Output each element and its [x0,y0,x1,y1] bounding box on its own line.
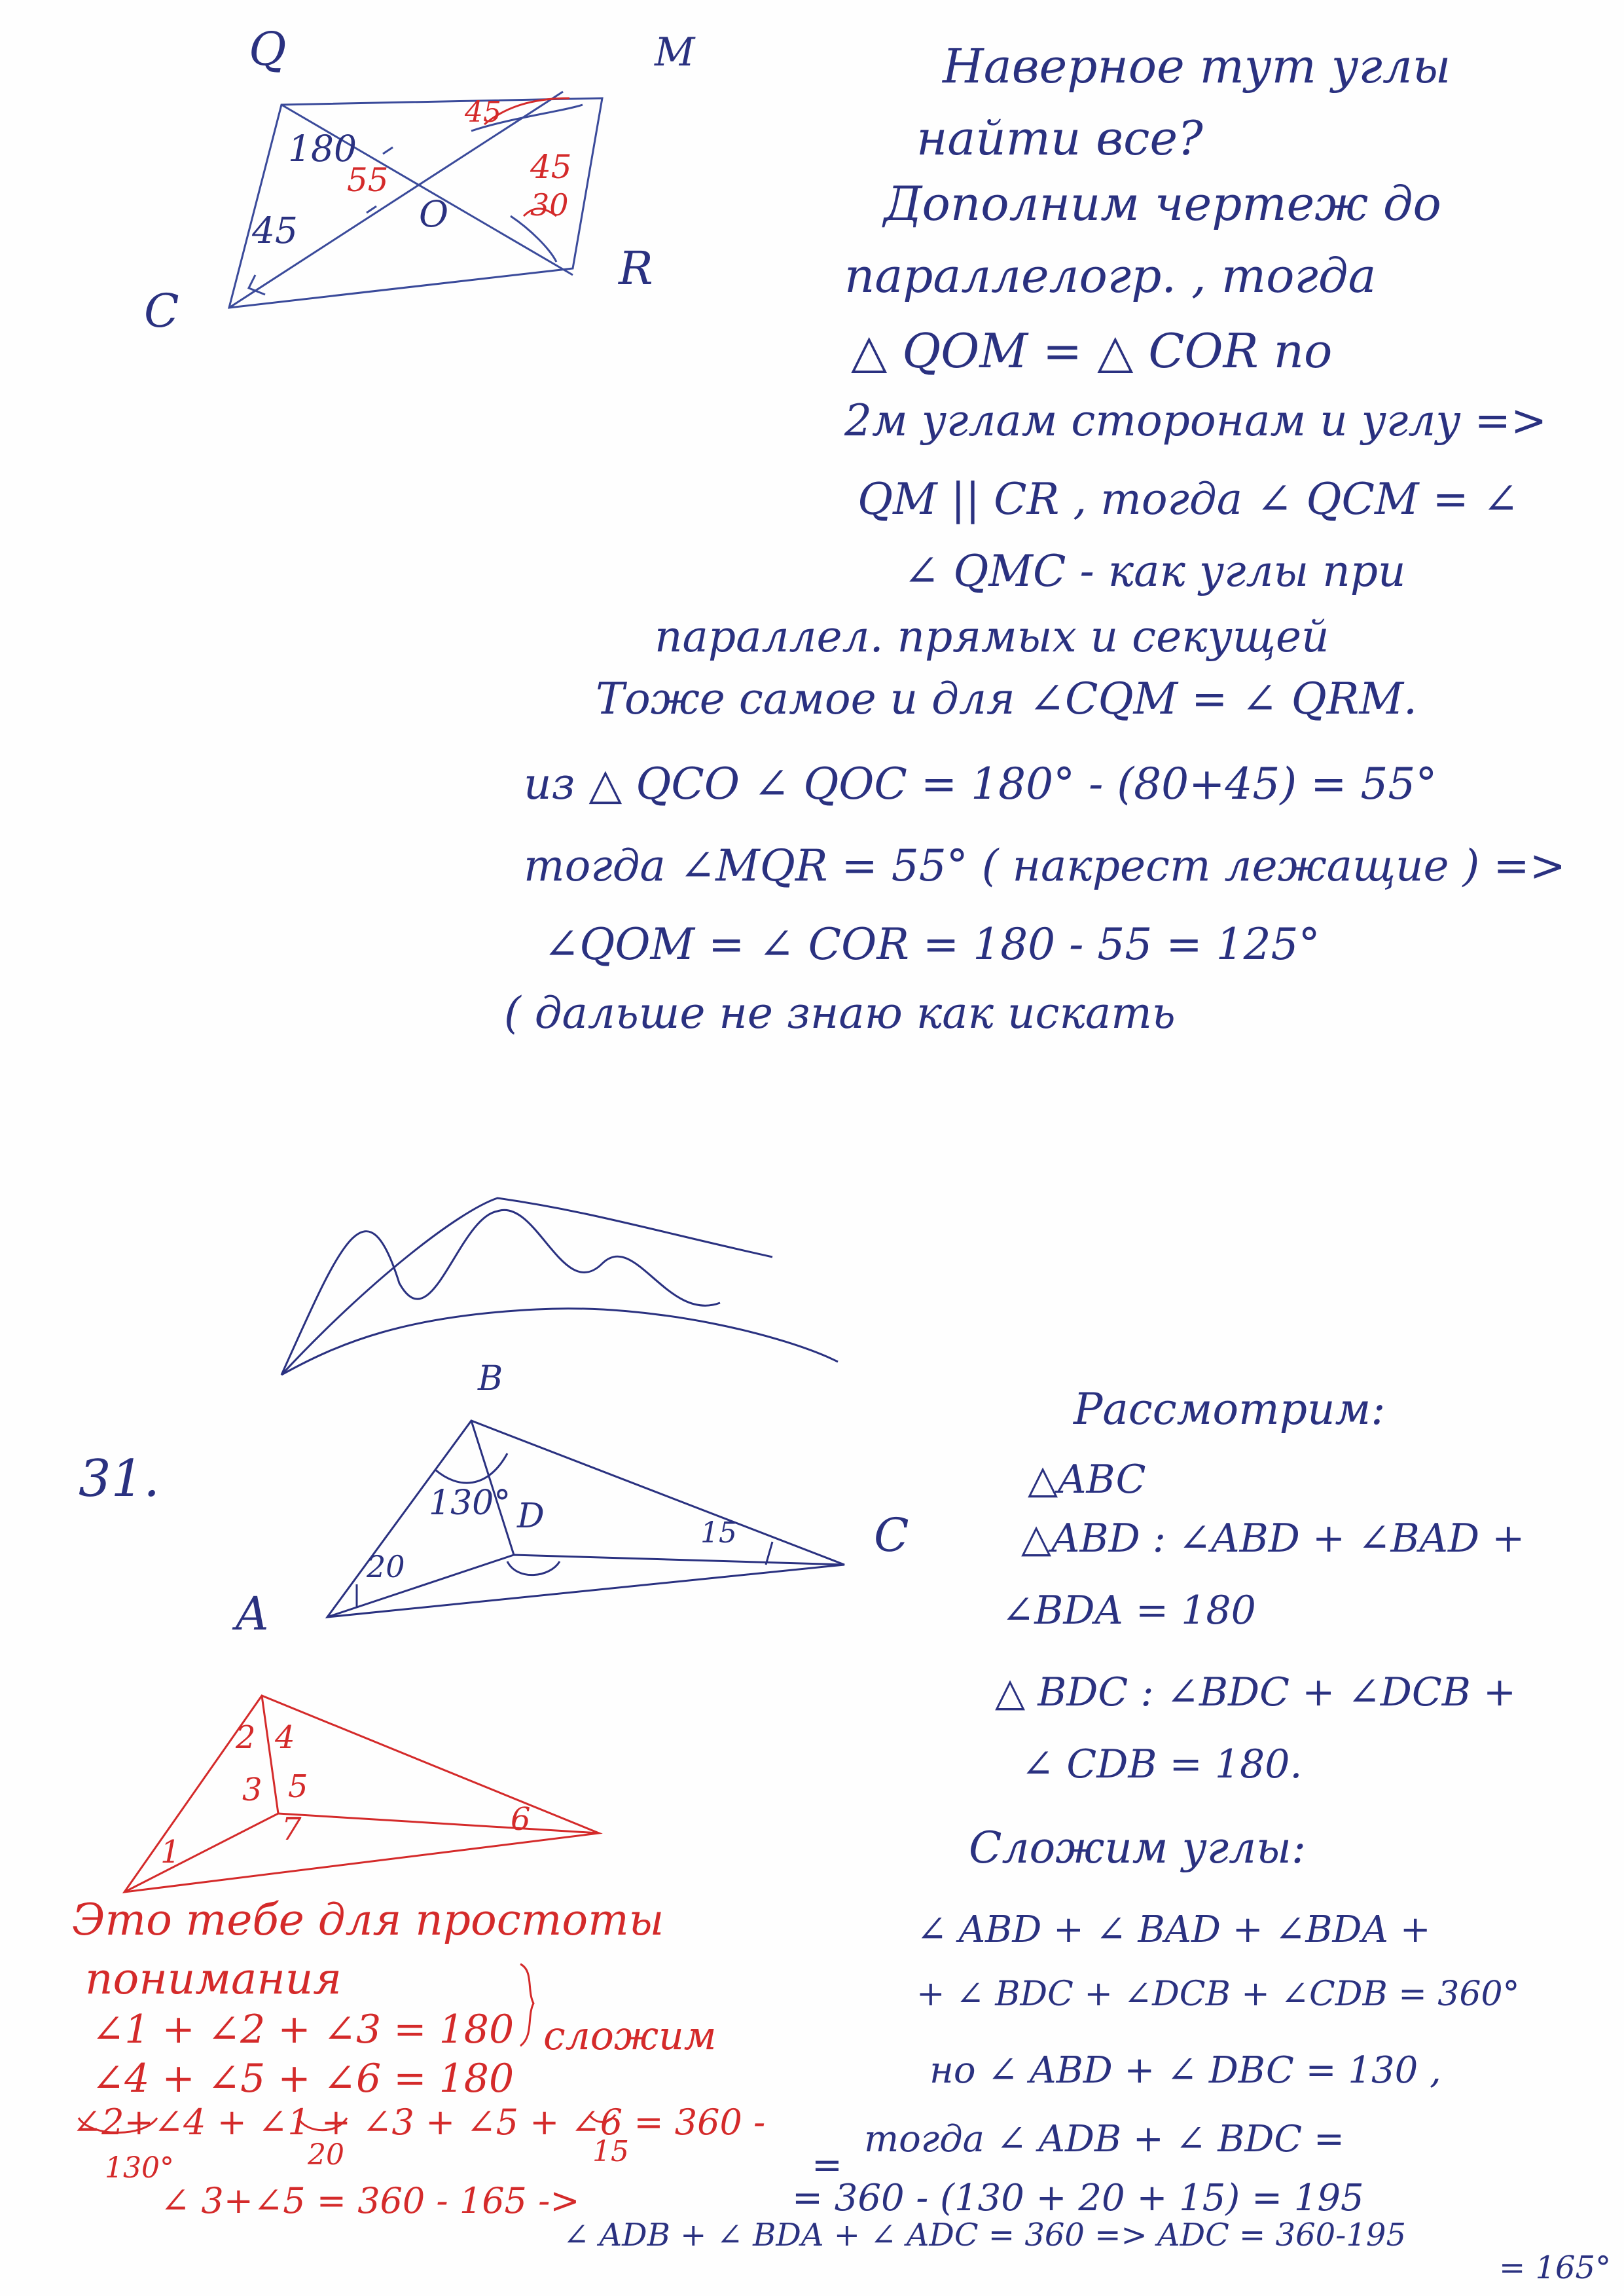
vertex-label-c-mid: C [874,1508,909,1562]
red-line-6: ∠ 3+∠5 = 360 - 165 -> [160,2180,580,2221]
vertex-label-m: M [655,29,695,75]
bottom-result: = 165° [1499,2250,1612,2286]
red-angle-7: 7 [281,1811,302,1848]
top-line-11: из △ QCO ∠ QOC = 180° - (80+45) = 55° [524,759,1437,809]
bottom-line-4: ∠BDA = 180 [1001,1588,1256,1633]
bottom-line-1: Рассмотрим: [1074,1384,1386,1434]
top-line-8: ∠ QMC - как углы при [903,546,1406,596]
red-angle-5: 5 [288,1768,308,1805]
angle-arc-d [507,1561,560,1575]
vertex-label-b: B [478,1359,503,1398]
angle-arc-r [511,216,556,262]
angle-label-130: 130° [429,1484,511,1523]
top-line-13: ∠QOM = ∠ COR = 180 - 55 = 125° [543,919,1320,970]
bottom-line-10: но ∠ ABD + ∠ DBC = 130 , [929,2049,1441,2092]
red-brace-note: сложим [543,2013,717,2059]
top-line-6: 2м углам сторонам и углу => [844,395,1547,446]
red-angle-6: 6 [511,1801,531,1838]
red-under-130: 130° [105,2151,174,2185]
bottom-final-line: ∠ ADB + ∠ BDA + ∠ ADC = 360 => ADC = 360-195 [563,2217,1406,2253]
bottom-line-2: △ABC [1028,1457,1146,1503]
triangle-abc-figure [327,1421,844,1617]
vertex-label-d: D [517,1497,545,1536]
red-triangle-outline [124,1696,599,1892]
bottom-line-6: ∠ CDB = 180. [1021,1741,1303,1787]
angle-label-30: 30 [530,187,569,223]
red-triangle-figure [124,1696,599,1892]
top-line-12: тогда ∠MQR = 55° ( накрест лежащие ) => [524,841,1566,891]
top-line-2: найти все? [916,111,1203,166]
vertex-label-o: O [419,193,449,235]
red-angle-4: 4 [275,1719,295,1756]
angle-label-45-left: 45 [252,210,298,251]
top-line-14: ( дальше не знаю как искать [504,988,1176,1038]
final-equals: = [812,2144,842,2187]
top-line-9: параллел. прямых и секущей [655,611,1329,662]
angle-arc-b [435,1453,507,1483]
top-line-7: QM || CR , тогда ∠ QCM = ∠ [857,474,1519,524]
bottom-line-8: ∠ ABD + ∠ BAD + ∠BDA + [916,1908,1431,1951]
bottom-line-3: △ABD : ∠ABD + ∠BAD + [1021,1516,1525,1561]
angle-label-180: 180 [288,128,357,170]
red-line-1: Это тебе для простоты [72,1895,664,1945]
wavy-scribble [281,1198,838,1375]
red-under-20: 20 [308,2138,344,2172]
angle-mark-c [766,1542,772,1565]
red-line-4: ∠4 + ∠5 + ∠6 = 180 [92,2056,514,2102]
problem-number: 31. [79,1449,160,1508]
red-angle-2: 2 [236,1719,256,1756]
triangle-outline [327,1421,844,1617]
bottom-line-9: + ∠ BDC + ∠DCB + ∠CDB = 360° [916,1975,1520,2014]
angle-label-55: 55 [347,161,389,199]
red-line-3: ∠1 + ∠2 + ∠3 = 180 [92,2007,514,2052]
top-line-3: Дополним чертеж до [884,176,1441,231]
angle-label-20: 20 [367,1549,405,1584]
vertex-label-q: Q [249,22,287,76]
angle-label-45-right: 45 [530,148,572,186]
vertex-label-c: C [144,284,179,338]
red-under-15: 15 [592,2135,629,2168]
bottom-line-12: = 360 - (130 + 20 + 15) = 195 [792,2177,1364,2219]
red-line-2: понимания [85,1954,342,2004]
top-line-1: Наверное тут углы [943,39,1451,94]
red-line-5: ∠2+∠4 + ∠1 + ∠3 + ∠5 + ∠6 = 360 - [72,2102,766,2143]
vertex-label-r: R [619,242,653,295]
red-angle-3: 3 [242,1772,262,1808]
top-line-5: △ QOM = △ COR по [851,323,1333,378]
angle-label-45-red: 45 [465,96,501,129]
vertex-label-a: A [236,1587,269,1641]
red-angle-1: 1 [160,1834,181,1870]
angle-label-15: 15 [700,1516,737,1550]
bottom-line-11: тогда ∠ ADB + ∠ BDC = [864,2118,1344,2160]
bottom-line-7: Сложим углы: [969,1823,1307,1873]
bottom-line-5: △ BDC : ∠BDC + ∠DCB + [995,1669,1517,1715]
top-line-10: Тоже самое и для ∠CQM = ∠ QRM. [596,674,1418,724]
angle-mark-c [249,275,265,295]
top-line-4: параллелогр. , тогда [844,248,1377,303]
